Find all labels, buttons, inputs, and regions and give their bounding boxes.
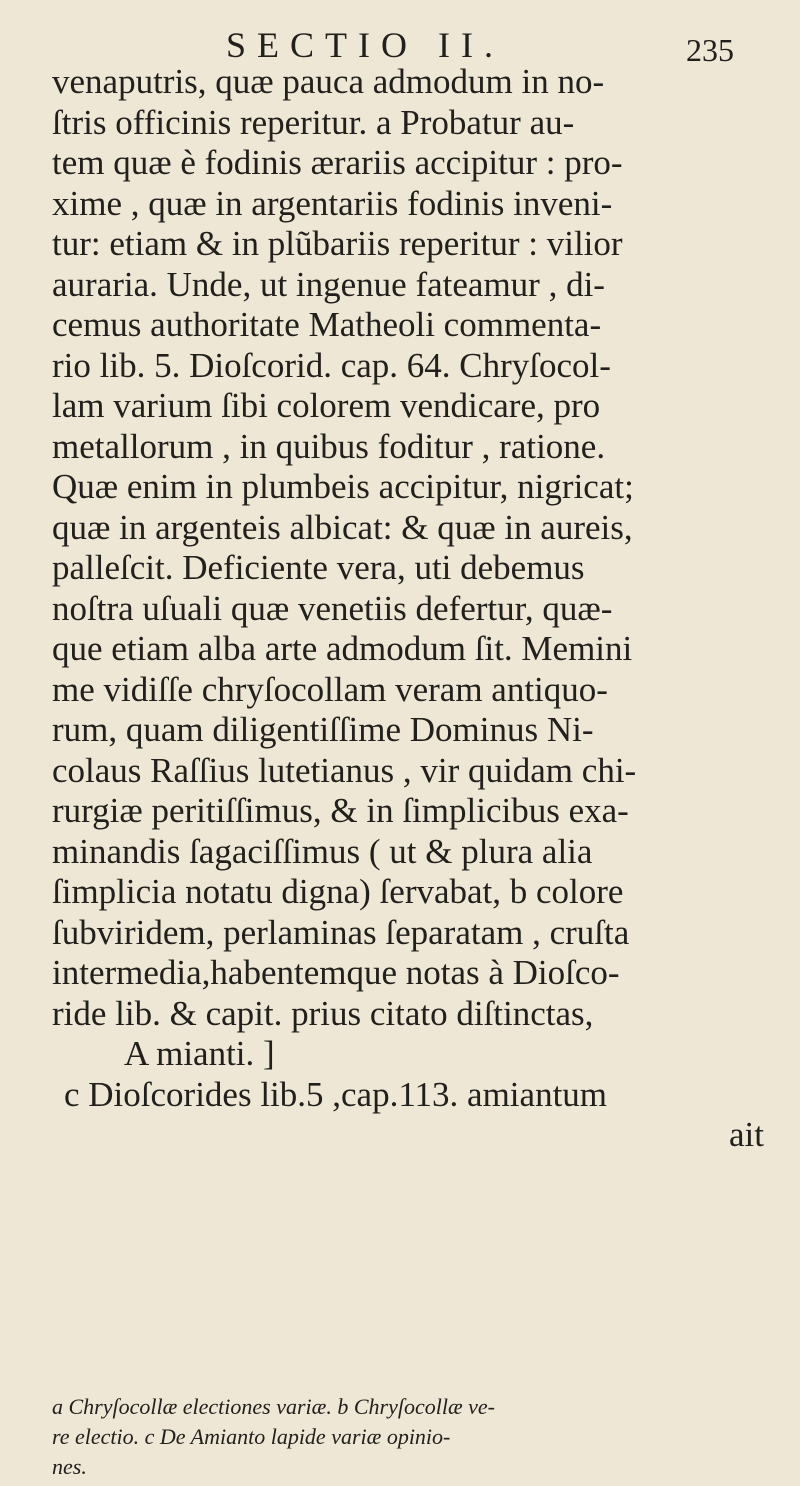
text-line: minandis ſagaciſſimus ( ut & plura alia [52, 831, 593, 871]
text-line: quæ in argenteis albicat: & quæ in aureis, [52, 507, 633, 547]
catchword: ait [729, 1115, 764, 1154]
text-line: tem quæ è fodinis ærariis accipitur : pro- [52, 143, 623, 182]
text-line: palleſcit. Deficiente vera, uti debemus [52, 548, 585, 587]
footnote-line: nes. [52, 1454, 87, 1479]
text-line: rum, quam diligentiſſime Dominus Ni- [52, 710, 594, 749]
text-line: colaus Raſſius lutetianus , vir quidam chi- [52, 750, 637, 790]
footnote-line: a Chryſocollæ electiones variæ. b Chryſocollæ ve- [52, 1394, 495, 1419]
text-line: Quæ enim in plumbeis accipitur, nigricat; [52, 467, 634, 506]
text-line: ſubviridem, perlaminas ſeparatam , cruſta [52, 912, 630, 952]
text-line: auraria. Unde, ut ingenue fateamur , di- [52, 264, 605, 304]
text-line: rurgiæ peritiſſimus, & in ſimplicibus exa- [52, 791, 629, 830]
text-line: cemus authoritate Matheoli commenta- [52, 305, 602, 344]
text-line: venaputris, quæ pauca admodum in no- [52, 62, 605, 101]
text-line: me vidiſſe chryſocollam veram antiquo- [52, 669, 608, 709]
text-line: xime , quæ in argentariis fodinis inveni- [52, 183, 613, 223]
text-line: noſtra uſuali quæ venetiis defertur, quæ- [52, 588, 613, 628]
text-line: rio lib. 5. Dioſcorid. cap. 64. Chryſocol- [52, 345, 611, 385]
text-line: metallorum , in quibus foditur , ratione. [52, 426, 606, 466]
section-start-line: c Dioſcorides lib.5 ,cap.113. amiantum [64, 1074, 608, 1114]
text-line: intermedia,habentemque notas à Dioſco- [52, 953, 620, 992]
running-head: SECTIO II. [226, 25, 504, 65]
footnote-line: re electio. c De Amianto lapide variæ opinio- [52, 1424, 451, 1449]
page-number: 235 [686, 32, 734, 68]
text-line: lam varium ſibi colorem vendicare, pro [52, 386, 601, 425]
bracket-line: A mianti. ] [124, 1034, 275, 1073]
text-line: ſimplicia notatu digna) ſervabat, b colore [52, 872, 624, 911]
marginal-notes [52, 1392, 764, 1482]
text-line: que etiam alba arte admodum ſit. Memini [52, 629, 633, 668]
text-line: ſtris officinis reperitur. a Probatur au- [52, 102, 575, 142]
main-text [52, 62, 764, 1156]
text-line: tur: etiam & in plũbariis reperitur : vilior [52, 224, 623, 263]
text-line: ride lib. & capit. prius citato diſtinctas, [52, 993, 594, 1033]
